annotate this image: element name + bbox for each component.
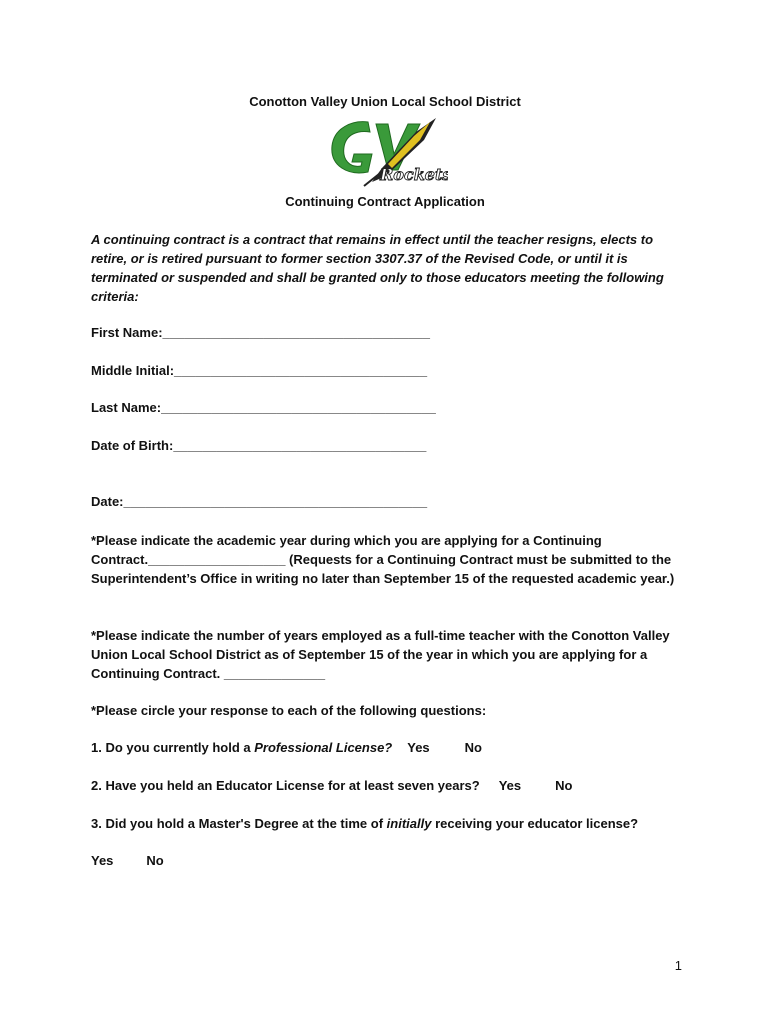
question-3-yes[interactable]: Yes [91,853,114,868]
question-2 [91,776,691,795]
question-1-text: 1. Do you currently hold a [91,740,255,755]
years-employed-blank[interactable]: ______________ [220,666,326,681]
question-3-text-after: receiving your educator license? [431,816,639,831]
question-1-no[interactable]: No [464,740,483,755]
page-title: Continuing Contract Application [285,194,485,209]
circle-instruction: *Please circle your response to each of the following questions: [91,703,487,718]
question-3-emphasis: initially [386,816,432,831]
question-2-text: 2. Have you held an Educator License for at least seven years? [91,778,480,793]
years-employed-text: *Please indicate the number of years employed as a full-time teacher with the Conotton Valley Union Local School District as of September 15 of the year in which you are applying for a Continuing Contract. [91,628,670,681]
logo-text: Rockets [380,165,448,184]
question-2-yes[interactable]: Yes [498,778,522,793]
question-3 [91,814,691,833]
middle-initial-field[interactable]: Middle Initial:___________________________________ [91,363,428,378]
question-2-no[interactable]: No [555,778,573,793]
question-3-no[interactable]: No [146,853,164,868]
district-logo [324,114,448,190]
date-of-birth-field[interactable]: Date of Birth:___________________________________ [91,438,427,453]
question-3-text-before: 3. Did you hold a Master's Degree at the time of [91,816,387,831]
intro-paragraph: A continuing contract is a contract that remains in effect until the teacher resigns, elects to retire, or is retired pursuant to former section 3307.37 of the Revised Code, or until it is terminated or suspended and shall be granted only to those educators meeting the following criteria: [91,232,664,304]
first-name-field[interactable]: First Name:_____________________________________ [91,325,431,340]
academic-year-note: (Requests for a Continuing Contract must be submitted to the Superintendent’s Office in writing no later than September 15 of the requested academic year.) [91,552,675,586]
date-field[interactable]: Date:__________________________________________ [91,494,428,509]
academic-year-question [91,531,691,588]
question-1-emphasis: Professional License? [254,740,393,755]
last-name-field[interactable]: Last Name:______________________________________ [91,400,436,415]
question-1-yes[interactable]: Yes [407,740,430,755]
rockets-logo-icon [324,114,448,190]
district-name: Conotton Valley Union Local School District [249,94,521,109]
academic-year-text: *Please indicate the academic year during which you are applying for a Continuing Contract. [91,533,602,567]
years-employed-question [91,626,691,683]
question-1 [91,738,691,757]
academic-year-blank[interactable]: ___________________ [148,552,286,567]
page-number: 1 [674,958,682,973]
question-3-answers [91,851,691,870]
